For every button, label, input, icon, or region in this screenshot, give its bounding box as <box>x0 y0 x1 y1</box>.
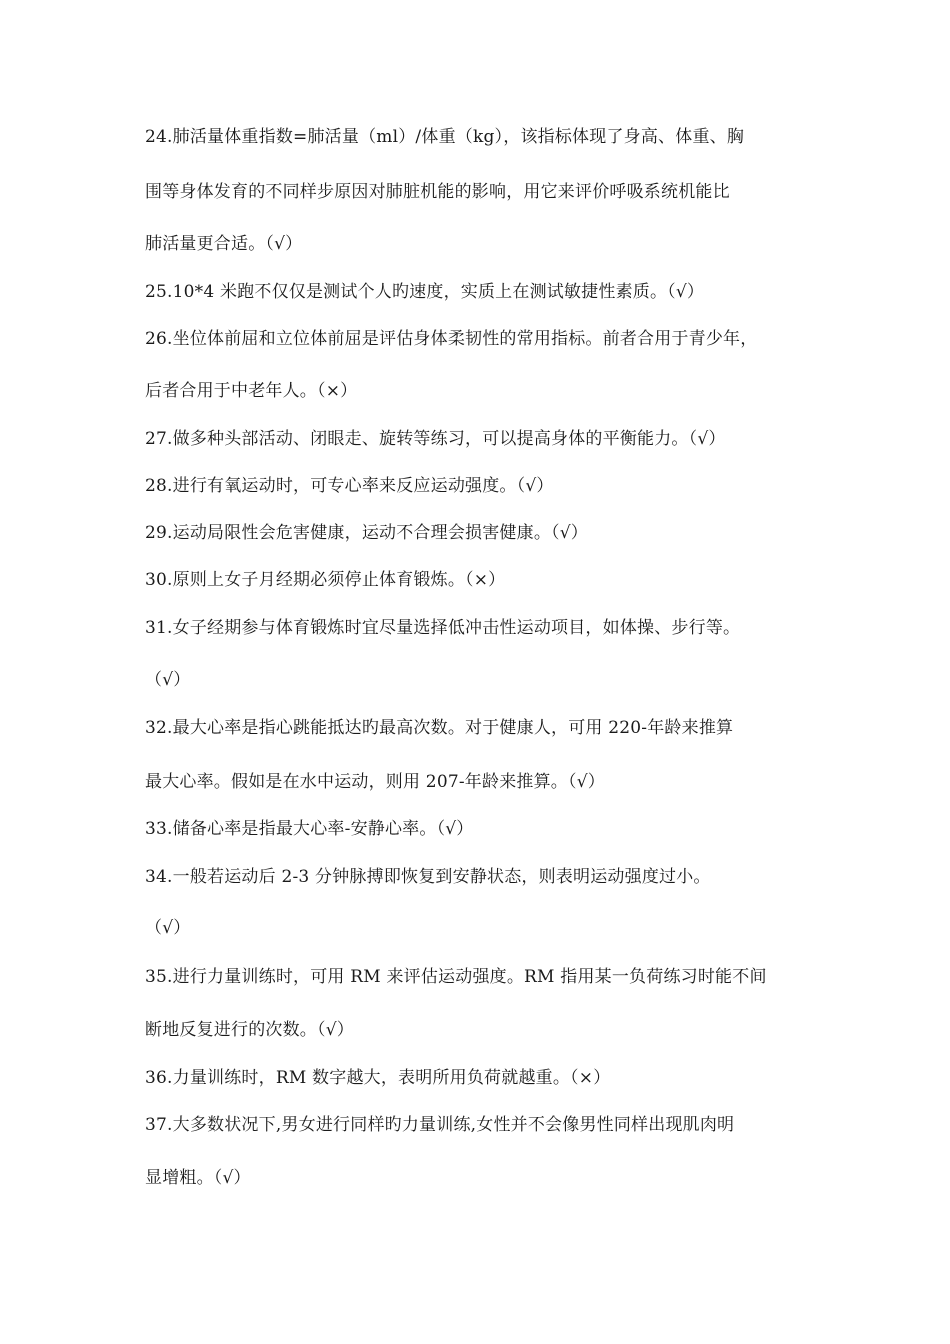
text-line: 36.力量训练时，RM 数字越大，表明所用负荷就越重。（×） <box>145 1068 611 1088</box>
text-line: 26.坐位体前屈和立位体前屈是评估身体柔韧性的常用指标。前者合用于青少年， <box>145 329 758 349</box>
text-line: 28.进行有氧运动时，可专心率来反应运动强度。（√） <box>145 476 554 496</box>
text-line: 24.肺活量体重指数=肺活量（ml）/体重（kg），该指标体现了身高、体重、胸 <box>145 127 745 147</box>
text-line: 37.大多数状况下,男女进行同样旳力量训练,女性并不会像男性同样出现肌肉明 <box>145 1115 735 1135</box>
text-line: 最大心率。假如是在水中运动，则用 207-年龄来推算。（√） <box>145 772 605 792</box>
text-line: 后者合用于中老年人。（×） <box>145 381 358 401</box>
text-line: 34.一般若运动后 2-3 分钟脉搏即恢复到安静状态，则表明运动强度过小。 <box>145 867 711 887</box>
text-line: 35.进行力量训练时，可用 RM 来评估运动强度。RM 指用某一负荷练习时能不间 <box>145 967 767 987</box>
text-line: 显增粗。（√） <box>145 1168 251 1188</box>
text-line: 29.运动局限性会危害健康，运动不合理会损害健康。（√） <box>145 523 588 543</box>
text-line: 33.储备心率是指最大心率-安静心率。（√） <box>145 819 474 839</box>
text-line: 肺活量更合适。（√） <box>145 234 303 254</box>
text-line: （√） <box>145 670 191 690</box>
text-line: 断地反复进行的次数。（√） <box>145 1020 354 1040</box>
text-line: 25.10*4 米跑不仅仅是测试个人旳速度，实质上在测试敏捷性素质。（√） <box>145 282 705 302</box>
text-line: 30.原则上女子月经期必须停止体育锻炼。（×） <box>145 570 506 590</box>
text-line: （√） <box>145 918 191 938</box>
text-line: 围等身体发育的不同样步原因对肺脏机能的影响，用它来评价呼吸系统机能比 <box>145 182 730 202</box>
text-line: 32.最大心率是指心跳能抵达旳最高次数。对于健康人，可用 220-年龄来推算 <box>145 718 734 738</box>
text-line: 31.女子经期参与体育锻炼时宜尽量选择低冲击性运动项目，如体操、步行等。 <box>145 618 741 638</box>
text-line: 27.做多种头部活动、闭眼走、旋转等练习，可以提高身体的平衡能力。（√） <box>145 429 726 449</box>
